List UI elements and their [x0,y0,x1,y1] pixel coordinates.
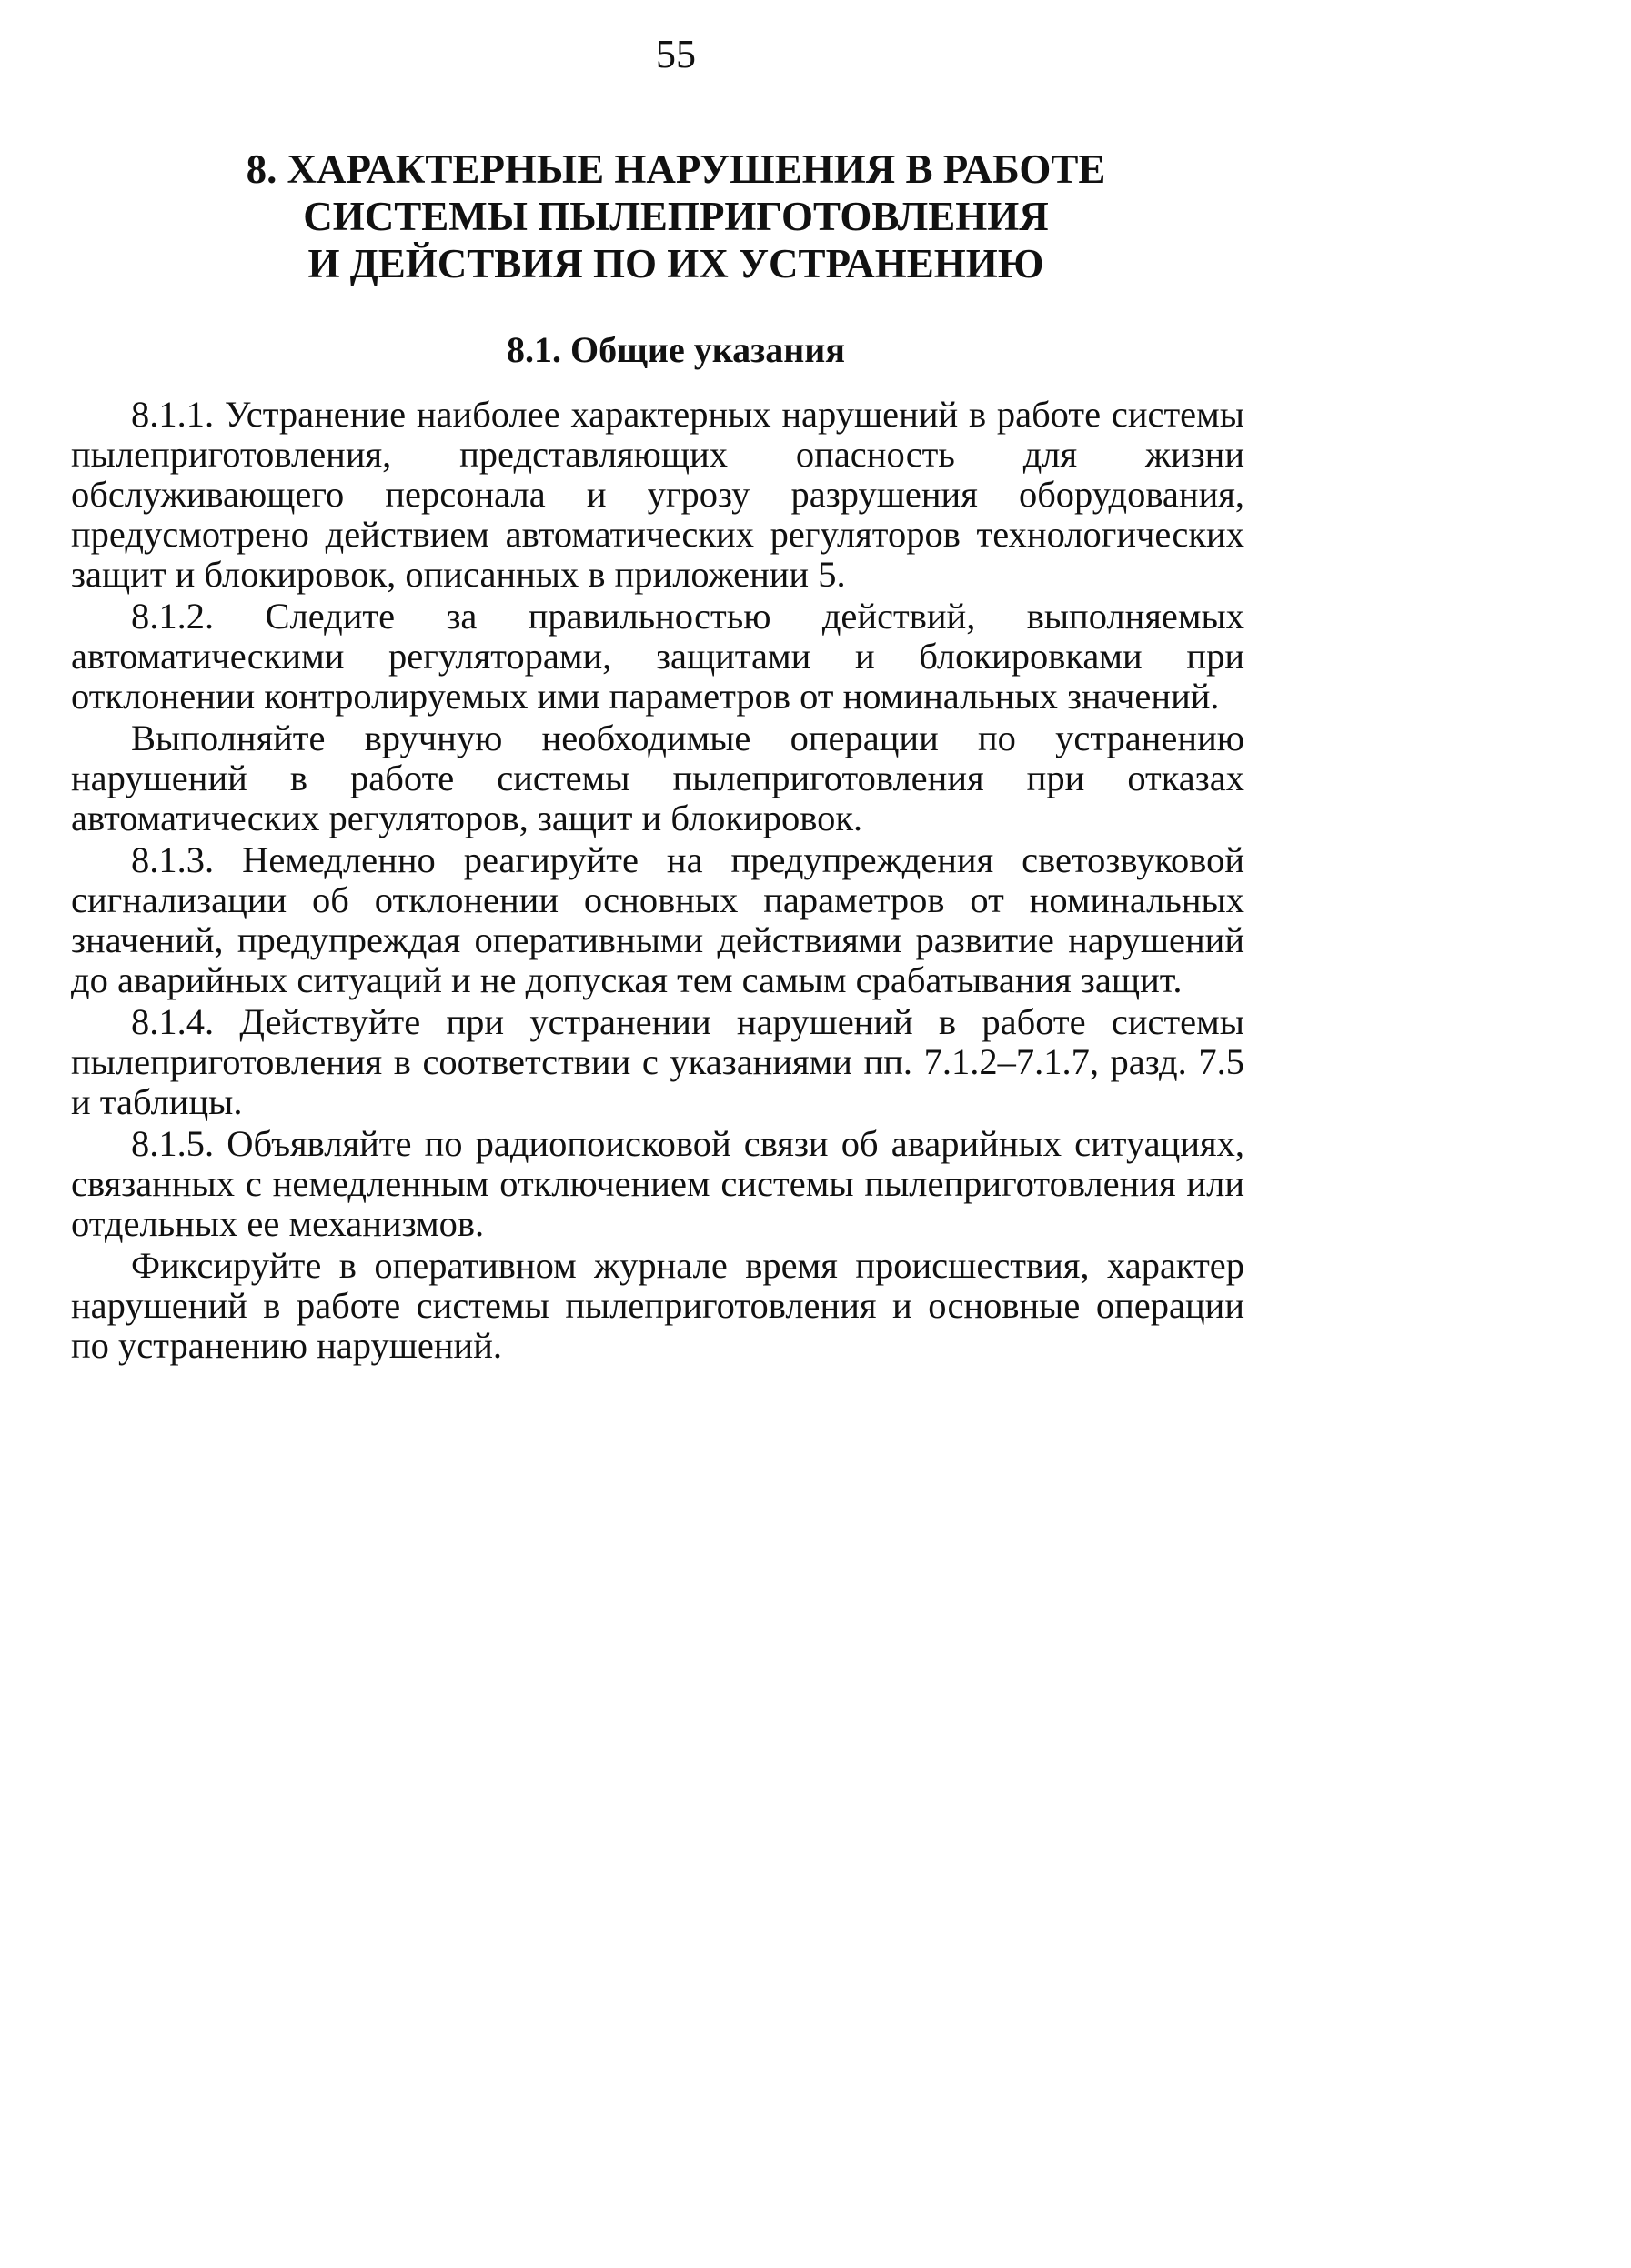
chapter-title-line: СИСТЕМЫ ПЫЛЕПРИГОТОВЛЕНИЯ [303,194,1049,239]
paragraph-manual-operations: Выполняйте вручную необходимые операции по устранению нарушений в работе системы пылеприготовления при отказах автоматических регуляторов, защит и блокировок. [71,718,1244,838]
section-title: 8.1. Общие указания [507,329,845,370]
paragraph-8-1-4: 8.1.4. Действуйте при устранении нарушений в работе системы пылеприготовления в соответствии с указаниями пп. 7.1.2–7.1.7, разд. 7.5 и таблицы. [71,1001,1244,1122]
chapter-title [107,146,1244,287]
paragraph-journal-record: Фиксируйте в оперативном журнале время происшествия, характер нарушений в работе системы пылеприготовления и основные операции по устранению нарушений. [71,1245,1244,1366]
document-page [71,27,1244,1368]
paragraph-8-1-3: 8.1.3. Немедленно реагируйте на предупреждения светозвуковой сигнализации об отклонении основных параметров от номинальных значений, предупреждая оперативными действиями развитие нарушений до аварийных ситуаций и не допуская тем самым срабатывания защит. [71,839,1244,1000]
chapter-title-line: И ДЕЙСТВИЯ ПО ИХ УСТРАНЕНИЮ [307,241,1044,286]
chapter-title-line: 8. ХАРАКТЕРНЫЕ НАРУШЕНИЯ В РАБОТЕ [246,146,1106,192]
paragraph-8-1-2: 8.1.2. Следите за правильностью действий, выполняемых автоматическими регуляторами, защитами и блокировками при отклонении контролируемых ими параметров от номинальных значений. [71,596,1244,717]
paragraph-8-1-5: 8.1.5. Объявляйте по радиопоисковой связи об аварийных ситуациях, связанных с немедленным отключением системы пылеприготовления или отдельных ее механизмов. [71,1123,1244,1244]
page-number: 55 [656,32,696,76]
paragraph-8-1-1: 8.1.1. Устранение наиболее характерных нарушений в работе системы пылеприготовления, представляющих опасность для жизни обслуживающего персонала и угрозу разрушения оборудования, предусмотрено действием автоматических регуляторов технологических защит и блокировок, описанных в приложении 5. [71,394,1244,595]
